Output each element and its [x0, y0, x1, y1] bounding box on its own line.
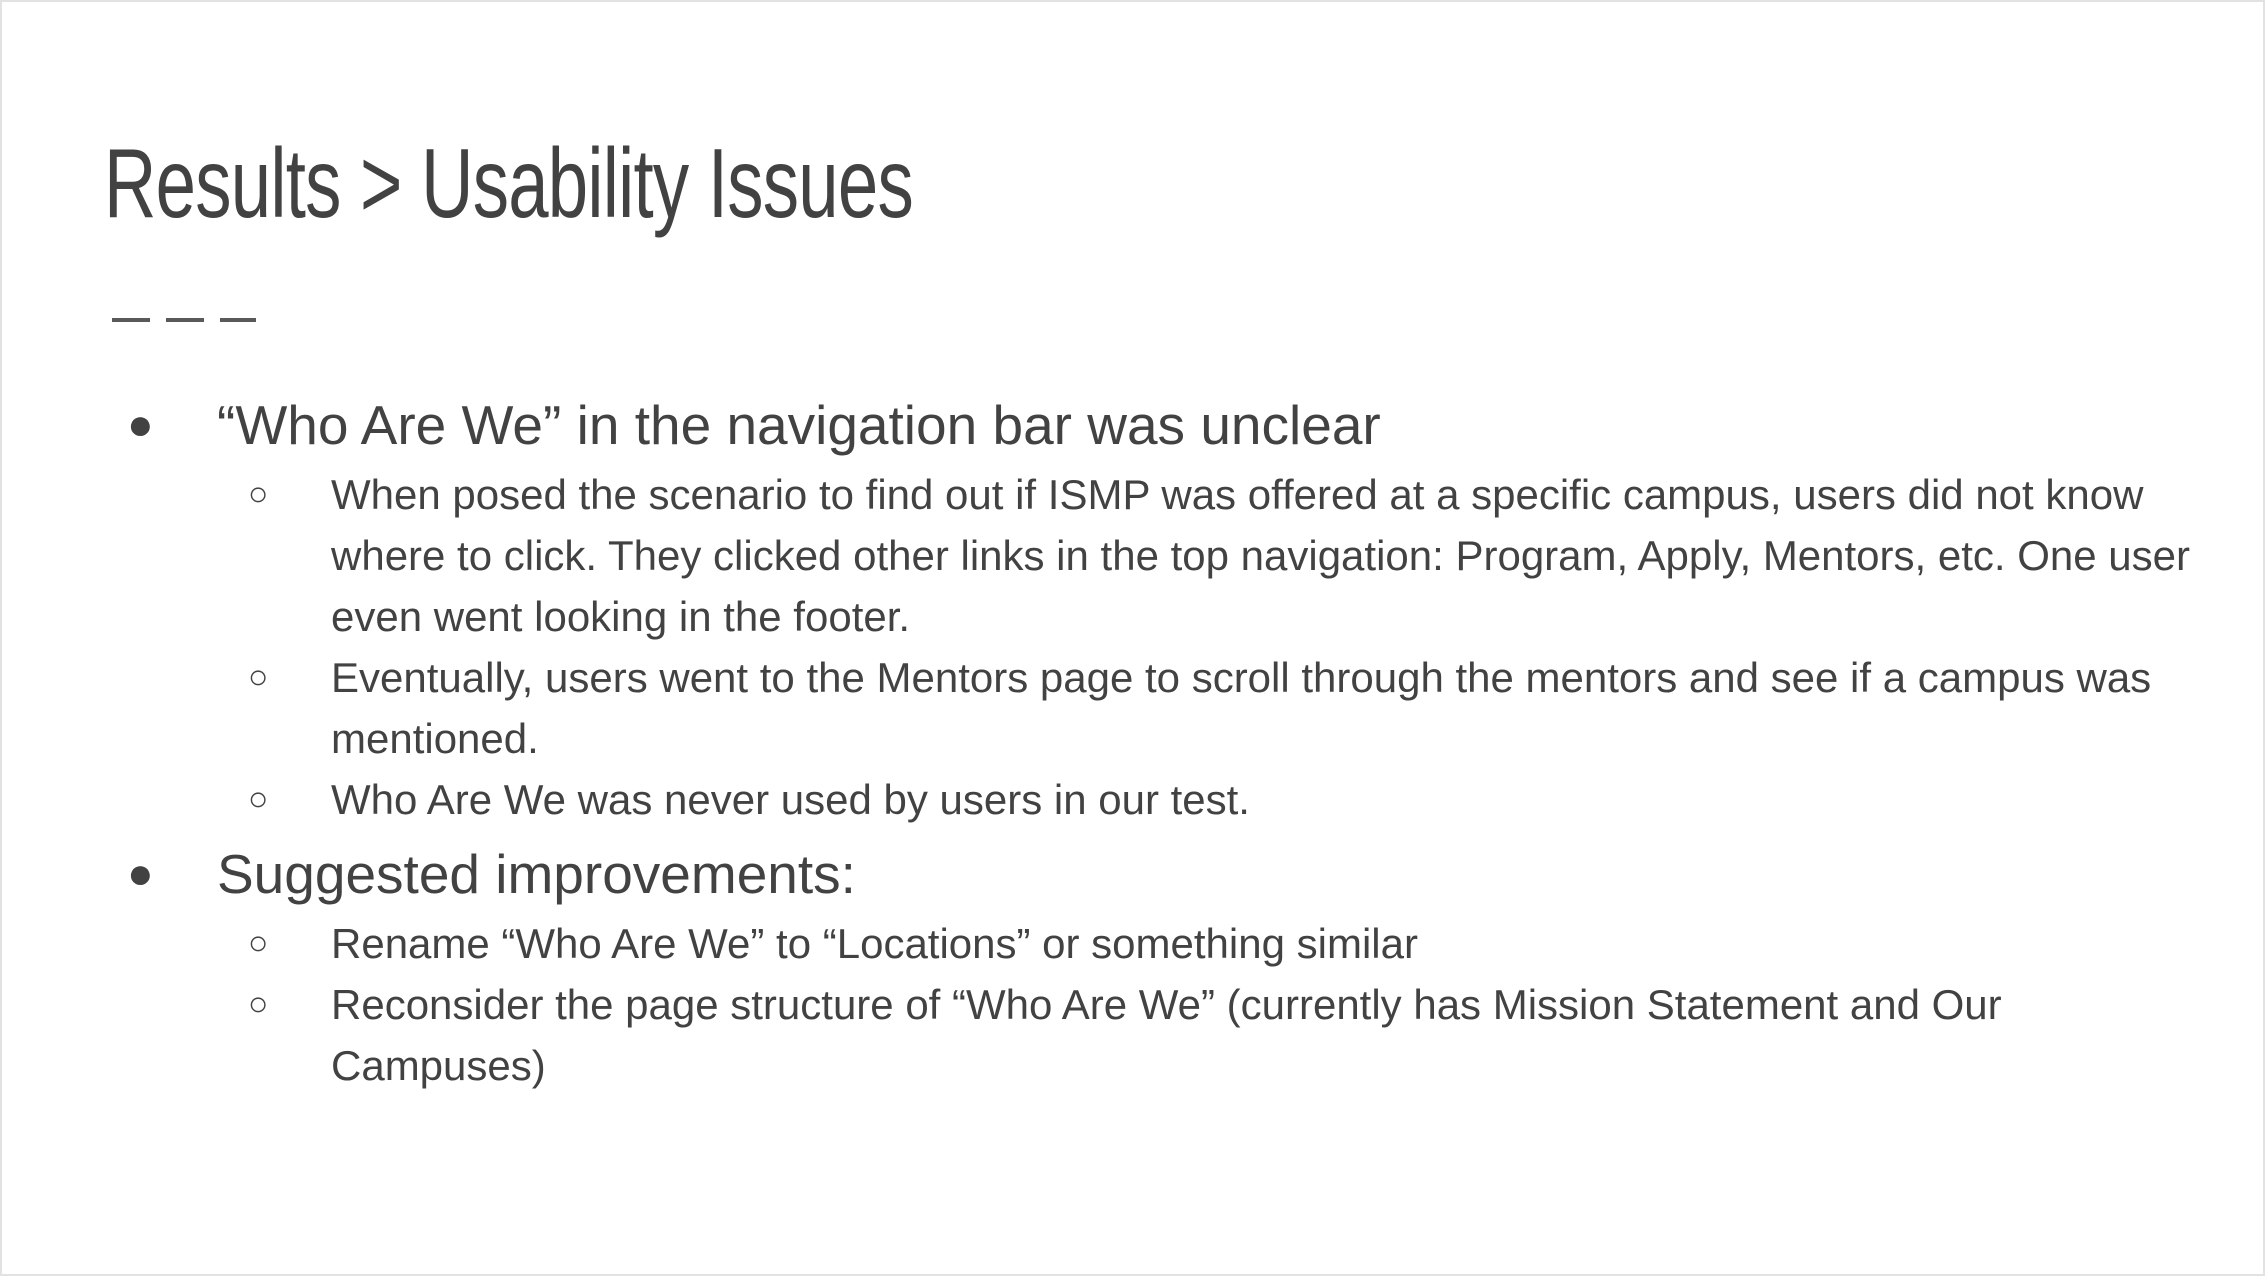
sub-bullet-item [2, 913, 2265, 974]
sub-bullet-icon: ○ [248, 780, 269, 818]
sub-bullet-item [2, 647, 2265, 769]
title-divider [112, 318, 256, 322]
sub-bullet-text: Rename “Who Are We” to “Locations” or something similar [331, 920, 1418, 967]
sub-bullet-text: Eventually, users went to the Mentors page to scroll through the mentors and see if a campus was mentioned. [331, 654, 2152, 762]
sub-bullet-text: Who Are We was never used by users in our test. [331, 776, 1250, 823]
bullet-item [2, 835, 2265, 913]
sub-bullet-text: Reconsider the page structure of “Who Are We” (currently has Mission Statement and Our Campuses) [331, 981, 2002, 1089]
sub-bullet-icon: ○ [248, 658, 269, 696]
bullet-icon: ● [127, 400, 154, 449]
slide-body [2, 386, 2265, 1096]
sub-bullet-icon: ○ [248, 475, 269, 513]
sub-bullet-icon: ○ [248, 924, 269, 962]
bullet-icon: ● [127, 849, 154, 898]
bullet-text: Suggested improvements: [217, 843, 856, 905]
sub-bullet-item [2, 974, 2265, 1096]
bullet-text: “Who Are We” in the navigation bar was unclear [217, 394, 1381, 456]
sub-bullet-text: When posed the scenario to find out if ISMP was offered at a specific campus, users did not know where to click. They clicked other links in the top navigation: Program, Apply, Mentors, etc. One user even went looking in the footer. [331, 471, 2190, 640]
slide-title: Results > Usability Issues [104, 128, 914, 238]
sub-bullet-item [2, 769, 2265, 830]
sub-bullet-icon: ○ [248, 985, 269, 1023]
sub-bullet-item [2, 464, 2265, 647]
bullet-item [2, 386, 2265, 464]
